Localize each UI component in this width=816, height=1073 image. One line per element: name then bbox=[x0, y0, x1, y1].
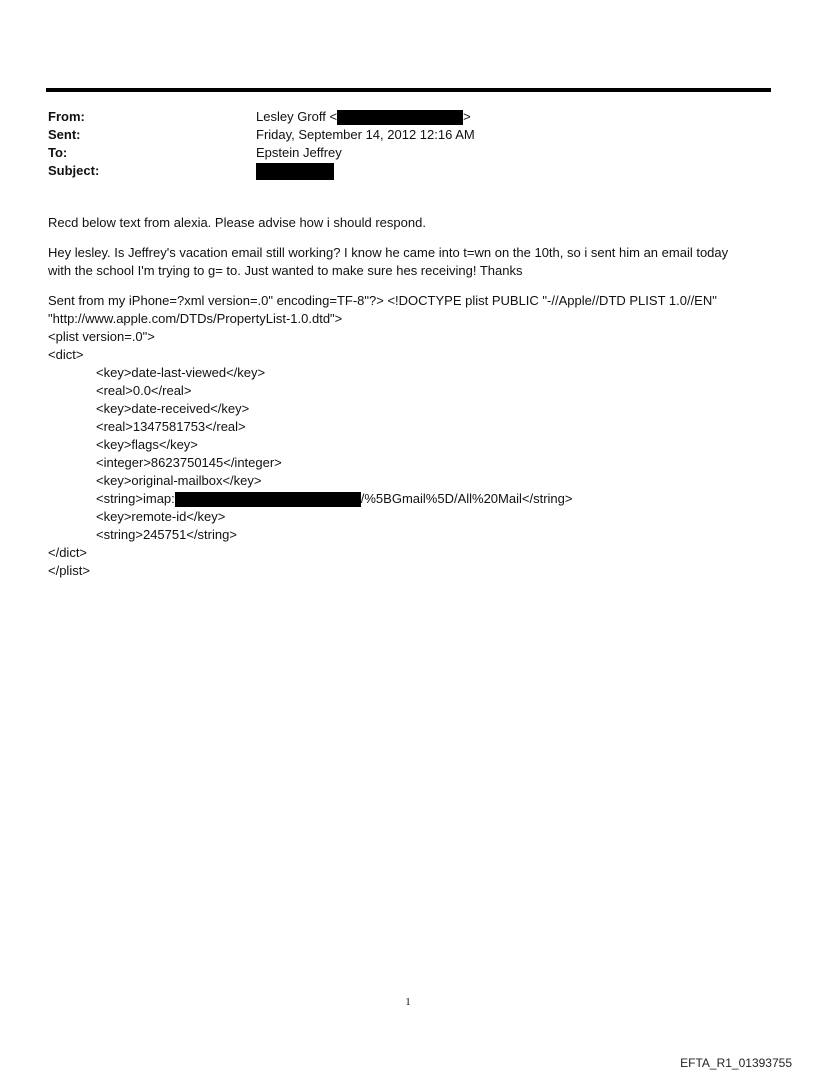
page-number: 1 bbox=[405, 996, 411, 1008]
to-label: To: bbox=[48, 145, 68, 160]
email-header bbox=[48, 108, 768, 180]
text-line bbox=[48, 490, 768, 508]
to-value: Epstein Jeffrey bbox=[256, 145, 342, 160]
text-line: </plist> bbox=[48, 563, 90, 578]
text-line: <key>date-last-viewed</key> bbox=[96, 365, 266, 380]
from-row bbox=[48, 108, 768, 126]
redaction-box bbox=[256, 163, 334, 180]
plist-block bbox=[48, 292, 768, 580]
text-line: </dict> bbox=[48, 545, 88, 560]
text-line: <key>remote-id</key> bbox=[96, 509, 226, 524]
redaction-box bbox=[175, 492, 361, 507]
to-row bbox=[48, 144, 768, 162]
from-name: Lesley Groff < bbox=[256, 109, 338, 124]
text-line: <real>1347581753</real> bbox=[96, 419, 246, 434]
text-line: <key>date-received</key> bbox=[96, 401, 250, 416]
sent-row bbox=[48, 126, 768, 144]
text-line: <integer>8623750145</integer> bbox=[96, 455, 282, 470]
from-close: > bbox=[463, 109, 471, 124]
text-line: <string>245751</string> bbox=[96, 527, 237, 542]
subject-value bbox=[256, 162, 334, 180]
text-line: <key>flags</key> bbox=[96, 437, 198, 452]
subject-row bbox=[48, 162, 768, 180]
text-line: <key>original-mailbox</key> bbox=[96, 473, 262, 488]
redaction-box bbox=[337, 110, 463, 125]
text-line: with the school I'm trying to g= to. Just wanted to make sure hes receiving! Thanks bbox=[48, 263, 523, 278]
text-line: <real>0.0</real> bbox=[96, 383, 192, 398]
text-fragment: /%5BGmail%5D/All%20Mail</string> bbox=[360, 491, 573, 506]
from-value bbox=[256, 108, 471, 126]
paragraph bbox=[48, 244, 768, 280]
subject-label: Subject: bbox=[48, 163, 100, 178]
text-fragment: <string>imap: bbox=[96, 491, 175, 506]
sent-label: Sent: bbox=[48, 127, 81, 142]
sent-value: Friday, September 14, 2012 12:16 AM bbox=[256, 127, 475, 142]
email-body bbox=[48, 214, 768, 580]
from-label: From: bbox=[48, 109, 85, 124]
paragraph: Recd below text from alexia. Please advise how i should respond. bbox=[48, 215, 426, 230]
text-line: <plist version=.0"> bbox=[48, 329, 155, 344]
text-line: "http://www.apple.com/DTDs/PropertyList-1.0.dtd"> bbox=[48, 311, 343, 326]
header-rule bbox=[46, 88, 771, 92]
text-line: <dict> bbox=[48, 347, 84, 362]
text-line: Hey lesley. Is Jeffrey's vacation email still working? I know he came into t=wn on the 10th, so i sent him an email today bbox=[48, 245, 729, 260]
text-line: Sent from my iPhone=?xml version=.0" encoding=TF-8"?> <!DOCTYPE plist PUBLIC "-//Apple//DTD PLIST 1.0//EN" bbox=[48, 293, 717, 308]
document-id: EFTA_R1_01393755 bbox=[680, 1056, 792, 1070]
